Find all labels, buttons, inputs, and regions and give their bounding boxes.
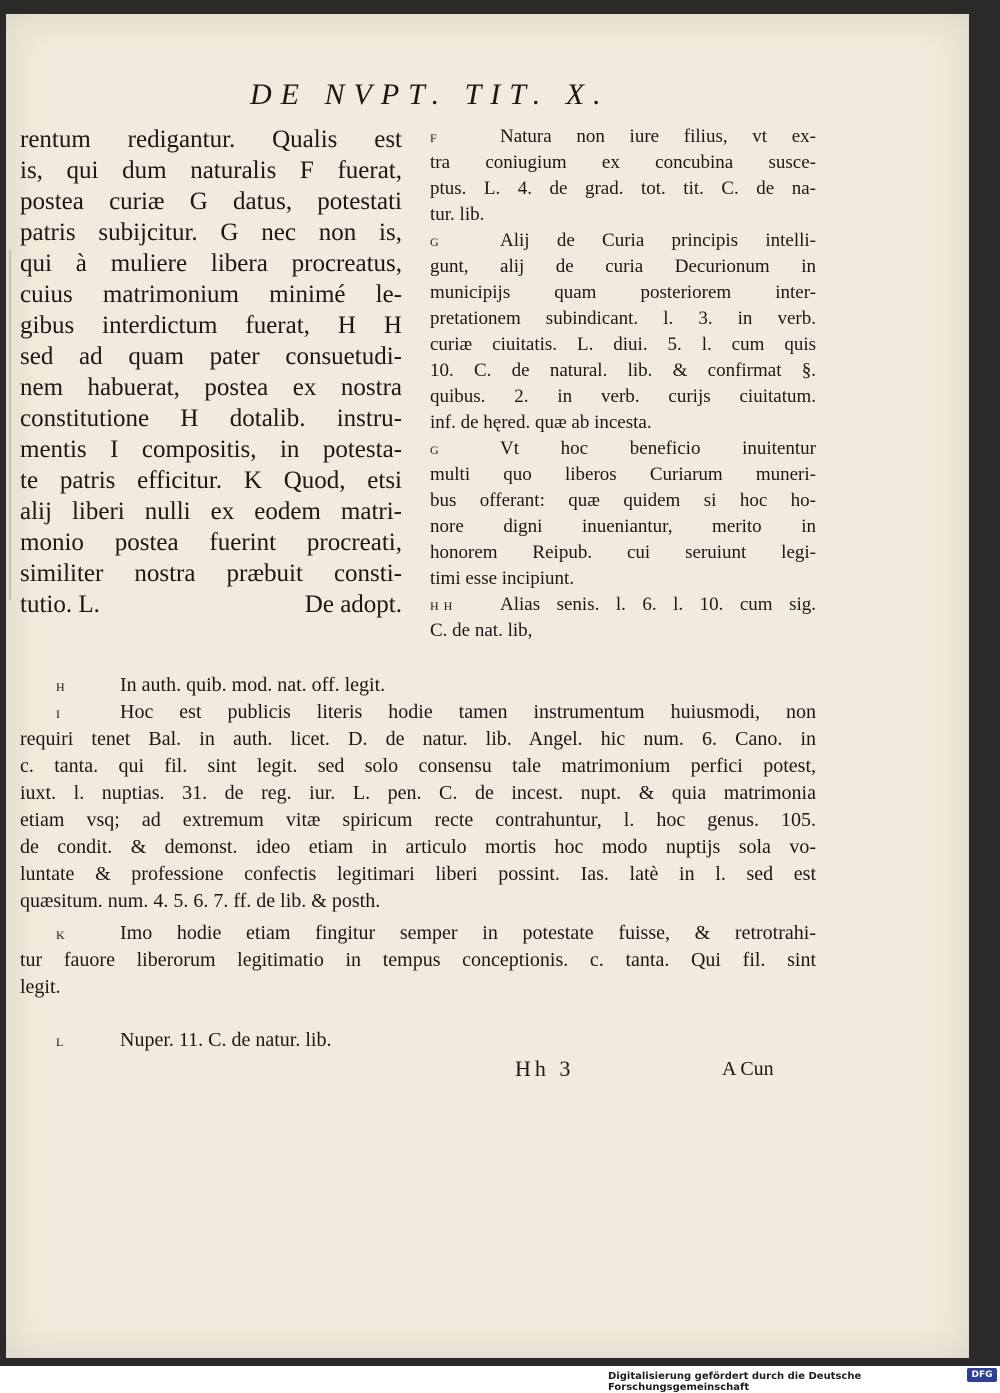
footnote-line: legit. [20, 976, 61, 998]
main-text-line: tutio. L. [20, 591, 100, 618]
footnote-l [20, 1027, 816, 1054]
footnote-line: requiri tenet Bal. in auth. licet. D. de natur. lib. Angel. hic num. 6. Cano. in [20, 728, 816, 750]
side-note-line: bus offerant: quæ quidem si hoc ho- [430, 490, 816, 511]
footnote-line: etiam vsq; ad extremum vitæ spiricum recte contrahuntur, l. hoc genus. 105. [20, 809, 816, 831]
side-note-line: timi esse incipiunt. [430, 568, 575, 589]
footnote-line: I Hoc est publicis literis hodie tamen instrumentum huiusmodi, non [20, 699, 816, 726]
main-text-line: monio postea fuerint procreati, [20, 529, 402, 556]
digitization-credit: Digitalisierung gefördert durch die Deutsche Forschungsgemeinschaft [608, 1371, 862, 1393]
footnote-line: L Nuper. 11. C. de natur. lib. [20, 1027, 816, 1054]
dfg-logo: DFG [967, 1368, 997, 1382]
main-text-line: te patris efficitur. K Quod, etsi [20, 467, 402, 494]
main-text-line: cuius matrimonium minimé le- [20, 281, 402, 308]
note-letter: G [430, 443, 440, 457]
footnote-line: tur fauore liberorum legitimatio in tempus conceptionis. c. tanta. Qui fil. sint [20, 949, 816, 971]
main-text-last-line [20, 589, 402, 620]
footnote-line: luntate & professione confectis legitimari liberi possint. Ias. latè in l. sed est [20, 863, 816, 885]
main-text-column [20, 124, 402, 620]
note-letter: I [56, 707, 60, 721]
side-note-line: H H Alias senis. l. 6. l. 10. cum sig. [430, 592, 816, 618]
footnote-i [20, 699, 816, 915]
section-heading-catch: De adopt. [304, 591, 402, 618]
note-letter: F [430, 131, 438, 145]
side-note-line: multi quo liberos Curiarum muneri- [430, 464, 816, 485]
page-edge-shadow [9, 250, 11, 600]
main-text-line: is, qui dum naturalis F fuerat, [20, 157, 402, 184]
footnote-line: iuxt. l. nuptias. 31. de reg. iur. L. pen. C. de incest. nupt. & quia matrimonia [20, 782, 816, 804]
note-letter: G [430, 235, 440, 249]
note-letter: K [56, 928, 65, 942]
main-text-line: sed ad quam pater consuetudi- [20, 343, 402, 370]
main-text-line: gibus interdictum fuerat, H H [20, 312, 402, 339]
side-note-line: C. de nat. lib, [430, 620, 533, 641]
side-note-line: municipijs quam posteriorem inter- [430, 282, 816, 303]
side-note-line: ptus. L. 4. de grad. tot. tit. C. de na- [430, 178, 816, 199]
side-note-line: inf. de hęred. quæ ab incesta. [430, 412, 652, 433]
side-note-line: G Vt hoc beneficio inuitentur [430, 436, 816, 462]
side-note-line: honorem Reipub. cui seruiunt legi- [430, 542, 816, 563]
footnote-line: H In auth. quib. mod. nat. off. legit. [20, 672, 816, 699]
main-text-line: qui à muliere libera procreatus, [20, 250, 402, 277]
main-text-line: patris subijcitur. G nec non is, [20, 219, 402, 246]
note-letter: L [56, 1035, 64, 1049]
footnote-line: K Imo hodie etiam fingitur semper in potestate fuisse, & retrotrahi- [20, 920, 816, 947]
side-note-line: G Alij de Curia principis intelli- [430, 228, 816, 254]
side-note-line: tra coniugium ex concubina susce- [430, 152, 816, 173]
catchword: A Cun [722, 1058, 774, 1080]
main-text-line: rentum redigantur. Qualis est [20, 126, 402, 153]
side-note-line: pretationem subindicant. l. 3. in verb. [430, 308, 816, 329]
main-text-line: similiter nostra præbuit consti- [20, 560, 402, 587]
main-text-line: mentis I compositis, in potesta- [20, 436, 402, 463]
main-text-line: nem habuerat, postea ex nostra [20, 374, 402, 401]
side-notes-column [430, 124, 816, 644]
side-note-line: tur. lib. [430, 204, 485, 225]
side-note-line: 10. C. de natural. lib. & confirmat §. [430, 360, 816, 381]
note-letter: H H [430, 599, 454, 613]
footnote-line: de condit. & demonst. ideo etiam in articulo mortis hoc modo nuptijs sola vo- [20, 836, 816, 858]
note-letter: H [56, 680, 65, 694]
footnote-line: c. tanta. qui fil. sint legit. sed solo consensu tale matrimonium perfici potest, [20, 755, 816, 777]
footnote-line: quæsitum. num. 4. 5. 6. 7. ff. de lib. & posth. [20, 890, 381, 912]
side-note-line: F Natura non iure filius, vt ex- [430, 124, 816, 150]
side-note-line: curiæ ciuitatis. L. diui. 5. l. cum quis [430, 334, 816, 355]
side-note-line: quibus. 2. in verb. curijs ciuitatum. [430, 386, 816, 407]
signature-mark: Hh 3 [515, 1056, 575, 1081]
footnote-h [20, 672, 816, 699]
main-text-line: postea curiæ G datus, potestati [20, 188, 402, 215]
side-note-line: gunt, alij de curia Decurionum in [430, 256, 816, 277]
running-title: DE NVPT. TIT. X. [250, 78, 610, 111]
main-text-line: alij liberi nulli ex eodem matri- [20, 498, 402, 525]
side-note-line: nore digni inueniantur, merito in [430, 516, 816, 537]
main-text-line: constitutione H dotalib. instru- [20, 405, 402, 432]
footnote-k [20, 920, 816, 1001]
